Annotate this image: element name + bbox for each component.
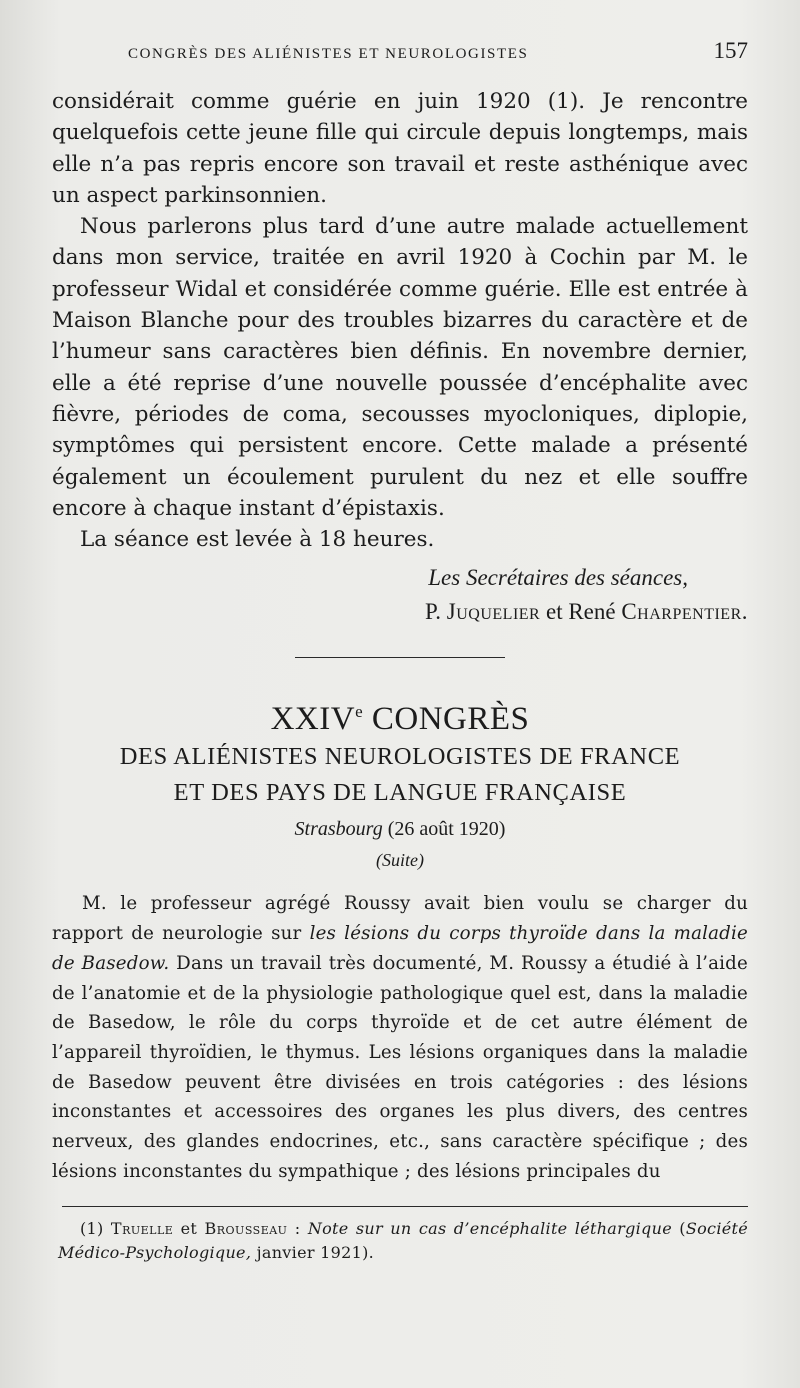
signature-name-charpentier: Charpentier. bbox=[621, 599, 748, 625]
section-place-date bbox=[52, 813, 748, 845]
section-divider bbox=[295, 657, 505, 658]
report-part1: M. le professeur agrégé Roussy avait bien voulu se charger du rapport de neurologie sur bbox=[52, 893, 748, 945]
footnote bbox=[52, 1217, 748, 1265]
signature-title: Les Secrétaires des séances, bbox=[428, 565, 688, 591]
paragraph-widal-text: Nous parlerons plus tard d’une autre malade actuellement dans mon service, traitée en avril 1920 à Cochin par M. le professeur Widal et considérée comme guérie. Elle est entrée à Maison Blanche pour des troubles bizarres du caractère et de l’humeur sans caractères bien définis. En novembre dernier, elle a été reprise d’une nouvelle poussée d’encéphalite avec fièvre, périodes de coma, secousses myocloniques, diplopie, symptômes qui persistent encore. Cette malade a présenté également un écoulement purulent du nez et elle souffre encore à chaque instant d’épistaxis. bbox=[52, 214, 748, 521]
section-heading bbox=[52, 692, 748, 875]
footnote-and: et bbox=[173, 1219, 205, 1239]
signature-middle: et René bbox=[540, 599, 622, 625]
page-number: 157 bbox=[713, 38, 748, 63]
footnote-date: janvier 1921). bbox=[251, 1243, 375, 1263]
footnote-marker: (1) bbox=[80, 1219, 111, 1239]
section-subtitle-line1: DES ALIÉNISTES NEUROLOGISTES DE FRANCE bbox=[119, 743, 681, 771]
session-closed-text: La séance est levée à 18 heures. bbox=[80, 527, 435, 553]
paragraph-session-closed bbox=[52, 524, 748, 555]
running-head bbox=[52, 38, 748, 86]
section-place: Strasbourg bbox=[294, 818, 383, 841]
signature-names bbox=[52, 595, 748, 629]
signature-prefix: P. bbox=[425, 599, 447, 625]
section-title-sup: e bbox=[355, 702, 364, 722]
running-title: CONGRÈS DES ALIÉNISTES ET NEUROLOGISTES bbox=[128, 46, 529, 62]
footnote-colon: : bbox=[287, 1219, 308, 1239]
footnote-rule bbox=[62, 1206, 748, 1207]
section-subtitle-line2: ET DES PAYS DE LANGUE FRANÇAISE bbox=[173, 779, 627, 807]
report-part2: Dans un travail très documenté, M. Roussy a étudié à l’aide de l’anatomie et de la physiologie pathologique quel est, dans la maladie de Basedow, le rôle du corps thyroïde et de cet autre élément de l’appareil thyroïdien, le thymus. Les lésions organiques dans la maladie de Basedow peuvent être divisées en trois catégories : des lésions inconstantes et accessoires des organes les plus divers, des centres nerveux, des glandes endocrines, etc., sans caractère spécifique ; des lésions inconstantes du sympathique ; des lésions principales du bbox=[52, 952, 748, 1182]
report-italic-title: les lésions du corps thyroïde dans la maladie de Basedow. bbox=[52, 923, 748, 974]
section-date: (26 août 1920) bbox=[382, 818, 506, 841]
section-note bbox=[52, 845, 748, 875]
footnote-author2: Brousseau bbox=[204, 1219, 288, 1239]
footnote-author1: Truelle bbox=[110, 1219, 174, 1239]
section-title-word: CONGRÈS bbox=[363, 701, 530, 738]
signature-name-juquelier: Juquelier bbox=[446, 599, 541, 625]
footnote-open-paren: ( bbox=[671, 1219, 686, 1239]
section-note-text: (Suite) bbox=[376, 850, 424, 871]
footnote-italic-title: Note sur un cas d’encéphalite léthargique bbox=[307, 1219, 672, 1239]
paragraph-widal-case bbox=[52, 211, 748, 524]
report-paragraph bbox=[52, 889, 748, 1186]
section-title bbox=[52, 692, 748, 739]
paragraph-continued: considérait comme guérie en juin 1920 (1). Je rencontre quelquefois cette jeune fille qui circule depuis longtemps, mais elle n’a pas repris encore son travail et reste asthénique avec un aspect parkinsonnien. bbox=[52, 89, 748, 208]
signature-block bbox=[52, 561, 748, 629]
footnote-journal: Société Médico-Psychologique, bbox=[58, 1219, 748, 1263]
section-title-roman: XXIV bbox=[270, 701, 356, 738]
